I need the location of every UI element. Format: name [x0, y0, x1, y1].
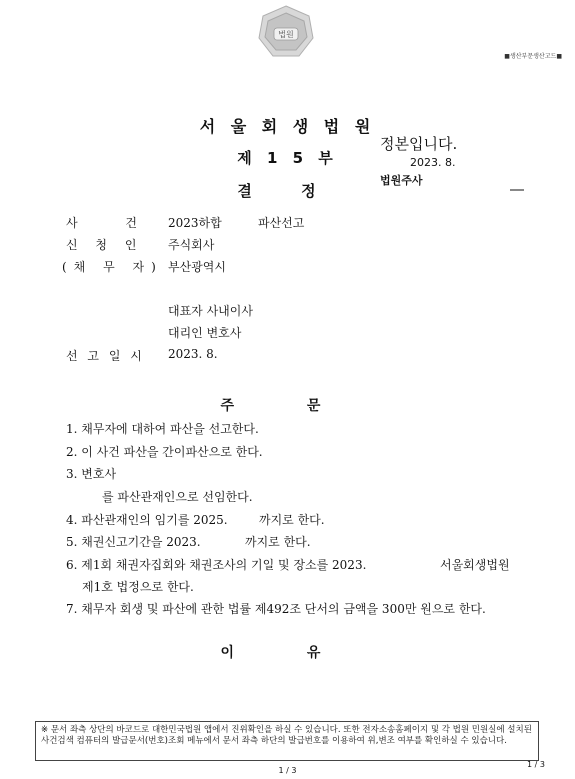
- case-name: 파산선고: [258, 216, 305, 230]
- page-number: 1 / 3: [278, 766, 297, 775]
- decision-date: 2023. 8.: [168, 347, 218, 361]
- top-right-note: ■생산부문생산고드■: [504, 53, 562, 60]
- representative: 대표자 사내이사: [168, 304, 253, 318]
- attorney: 대리인 변호사: [168, 326, 242, 340]
- debtor-address: 부산광역시: [168, 260, 226, 274]
- court-name: 서 울 회 생 법 원: [199, 117, 376, 136]
- division-title: 제 1 5 부: [237, 149, 338, 167]
- order-item-4: 4. 파산관재인의 임기를 2025.: [66, 513, 228, 527]
- order-item-6-cont: 제1호 법정으로 한다.: [82, 580, 194, 594]
- order-item-1: 1. 채무자에 대하여 파산을 선고한다.: [66, 422, 259, 436]
- order-title: 주 문: [220, 398, 355, 414]
- court-clerk-label: 법원주사: [380, 174, 423, 187]
- court-seal-icon: [255, 4, 317, 60]
- decision-date-label: 선 고 일 시: [66, 349, 145, 363]
- case-number: 2023하합: [168, 216, 222, 230]
- order-item-3-cont: 를 파산관재인으로 선임한다.: [102, 490, 253, 504]
- case-label: 사 건: [66, 216, 159, 230]
- order-item-3: 3. 변호사: [66, 467, 117, 481]
- applicant-label: 신 청 인: [66, 238, 144, 252]
- certified-copy-title: 정본입니다.: [380, 135, 458, 153]
- applicant-name: 주식회사: [168, 238, 215, 252]
- divider: [510, 189, 524, 191]
- order-item-6-place: 서울회생법원: [440, 558, 510, 572]
- order-item-2: 2. 이 사건 파산을 간이파산으로 한다.: [66, 445, 263, 459]
- debtor-label: (채 무 자): [62, 260, 163, 274]
- page-number-right: 1 / 3: [527, 760, 545, 769]
- reasons-title: 이 유: [220, 645, 355, 661]
- order-item-7: 7. 채무자 회생 및 파산에 관한 법률 제492조 단서의 금액을 300만 원으로 한다.: [66, 602, 486, 616]
- order-item-6: 6. 제1회 채권자집회와 채권조사의 기일 및 장소를 2023.: [66, 558, 367, 572]
- certified-copy-date: 2023. 8.: [410, 156, 456, 169]
- order-item-5: 5. 채권신고기간을 2023.: [66, 535, 201, 549]
- authenticity-notice: ※ 문서 좌측 상단의 바코드로 대한민국법원 앱에서 진위확인을 하실 수 있습니다. 또한 전자소송홈페이지 및 각 법원 민원실에 설치된 사건검색 컴퓨터의 발급문서(번호)조회 메뉴에서 문서 좌측 하단의 발급번호를 이용하여 위,변조 여부를 확인하실 수 있습니다.: [35, 721, 539, 761]
- svg-text:법원: 법원: [278, 30, 294, 39]
- order-item-5-cont: 까지로 한다.: [245, 535, 311, 549]
- order-item-4-cont: 까지로 한다.: [259, 513, 325, 527]
- document-title: 결 정: [237, 182, 338, 200]
